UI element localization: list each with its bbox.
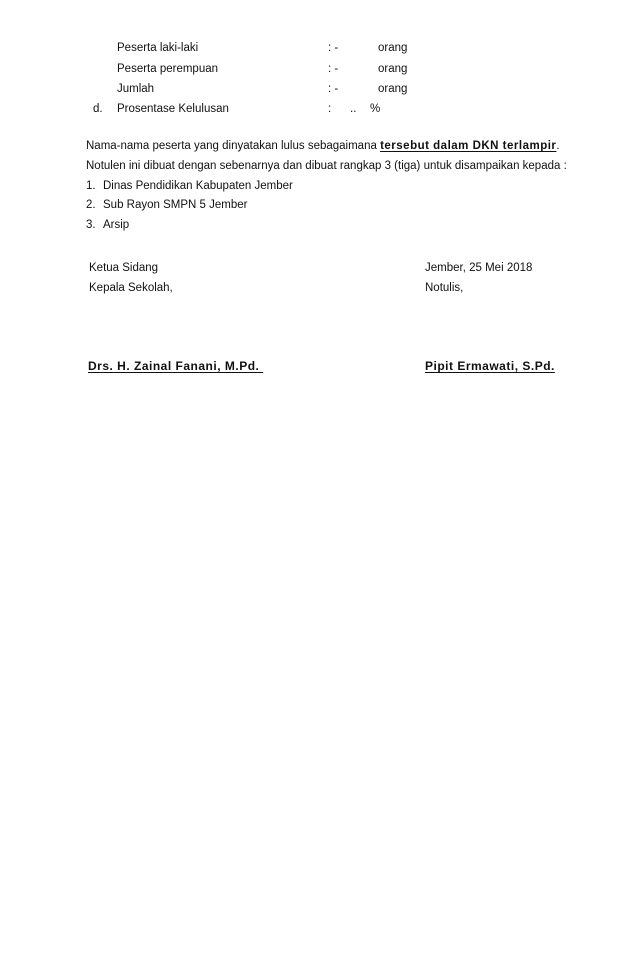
passed-text: Nama-nama peserta yang dinyatakan lulus sebagaimana [86, 140, 381, 152]
recipient-number: 1. [86, 180, 96, 192]
stat-label-male: Peserta laki-laki [117, 42, 199, 54]
recipient-item: Arsip [103, 219, 130, 231]
right-role-notulis: Notulis, [425, 282, 464, 294]
minutes-note-paragraph: Notulen ini dibuat dengan sebenarnya dan dibuat rangkap 3 (tiga) untuk disampaikan kepada : [86, 160, 567, 172]
stat-marker-passrate: d. [93, 103, 103, 115]
left-role-chair: Ketua Sidang [89, 262, 159, 274]
passed-participants-paragraph [86, 141, 560, 153]
recipient-item: Sub Rayon SMPN 5 Jember [103, 199, 248, 211]
right-signatory-name: Pipit Ermawati, S.Pd. [425, 359, 555, 373]
stat-label-passrate: Prosentase Kelulusan [117, 103, 229, 115]
stat-label-female: Peserta perempuan [117, 63, 219, 75]
stat-unit-male: orang [378, 42, 408, 54]
left-signatory-name: Drs. H. Zainal Fanani, M.Pd. [88, 359, 264, 373]
dkn-reference: tersebut dalam DKN terlampir [380, 140, 557, 152]
recipient-item: Dinas Pendidikan Kabupaten Jember [103, 180, 293, 192]
recipient-number: 2. [86, 199, 96, 211]
stat-unit-passrate: % [370, 103, 381, 115]
recipient-number: 3. [86, 219, 96, 231]
stat-unit-total: orang [378, 83, 408, 95]
stat-label-total: Jumlah [117, 83, 155, 95]
stat-separator-female: : - [328, 63, 339, 75]
stat-value-passrate: .. [350, 103, 357, 115]
stat-separator-passrate: : [328, 103, 332, 115]
passed-suffix: . [556, 140, 560, 152]
left-role-principal: Kepala Sekolah, [89, 282, 173, 294]
stat-unit-female: orang [378, 63, 408, 75]
stat-separator-total: : - [328, 83, 339, 95]
stat-separator-male: : - [328, 42, 339, 54]
place-date: Jember, 25 Mei 2018 [425, 262, 533, 274]
